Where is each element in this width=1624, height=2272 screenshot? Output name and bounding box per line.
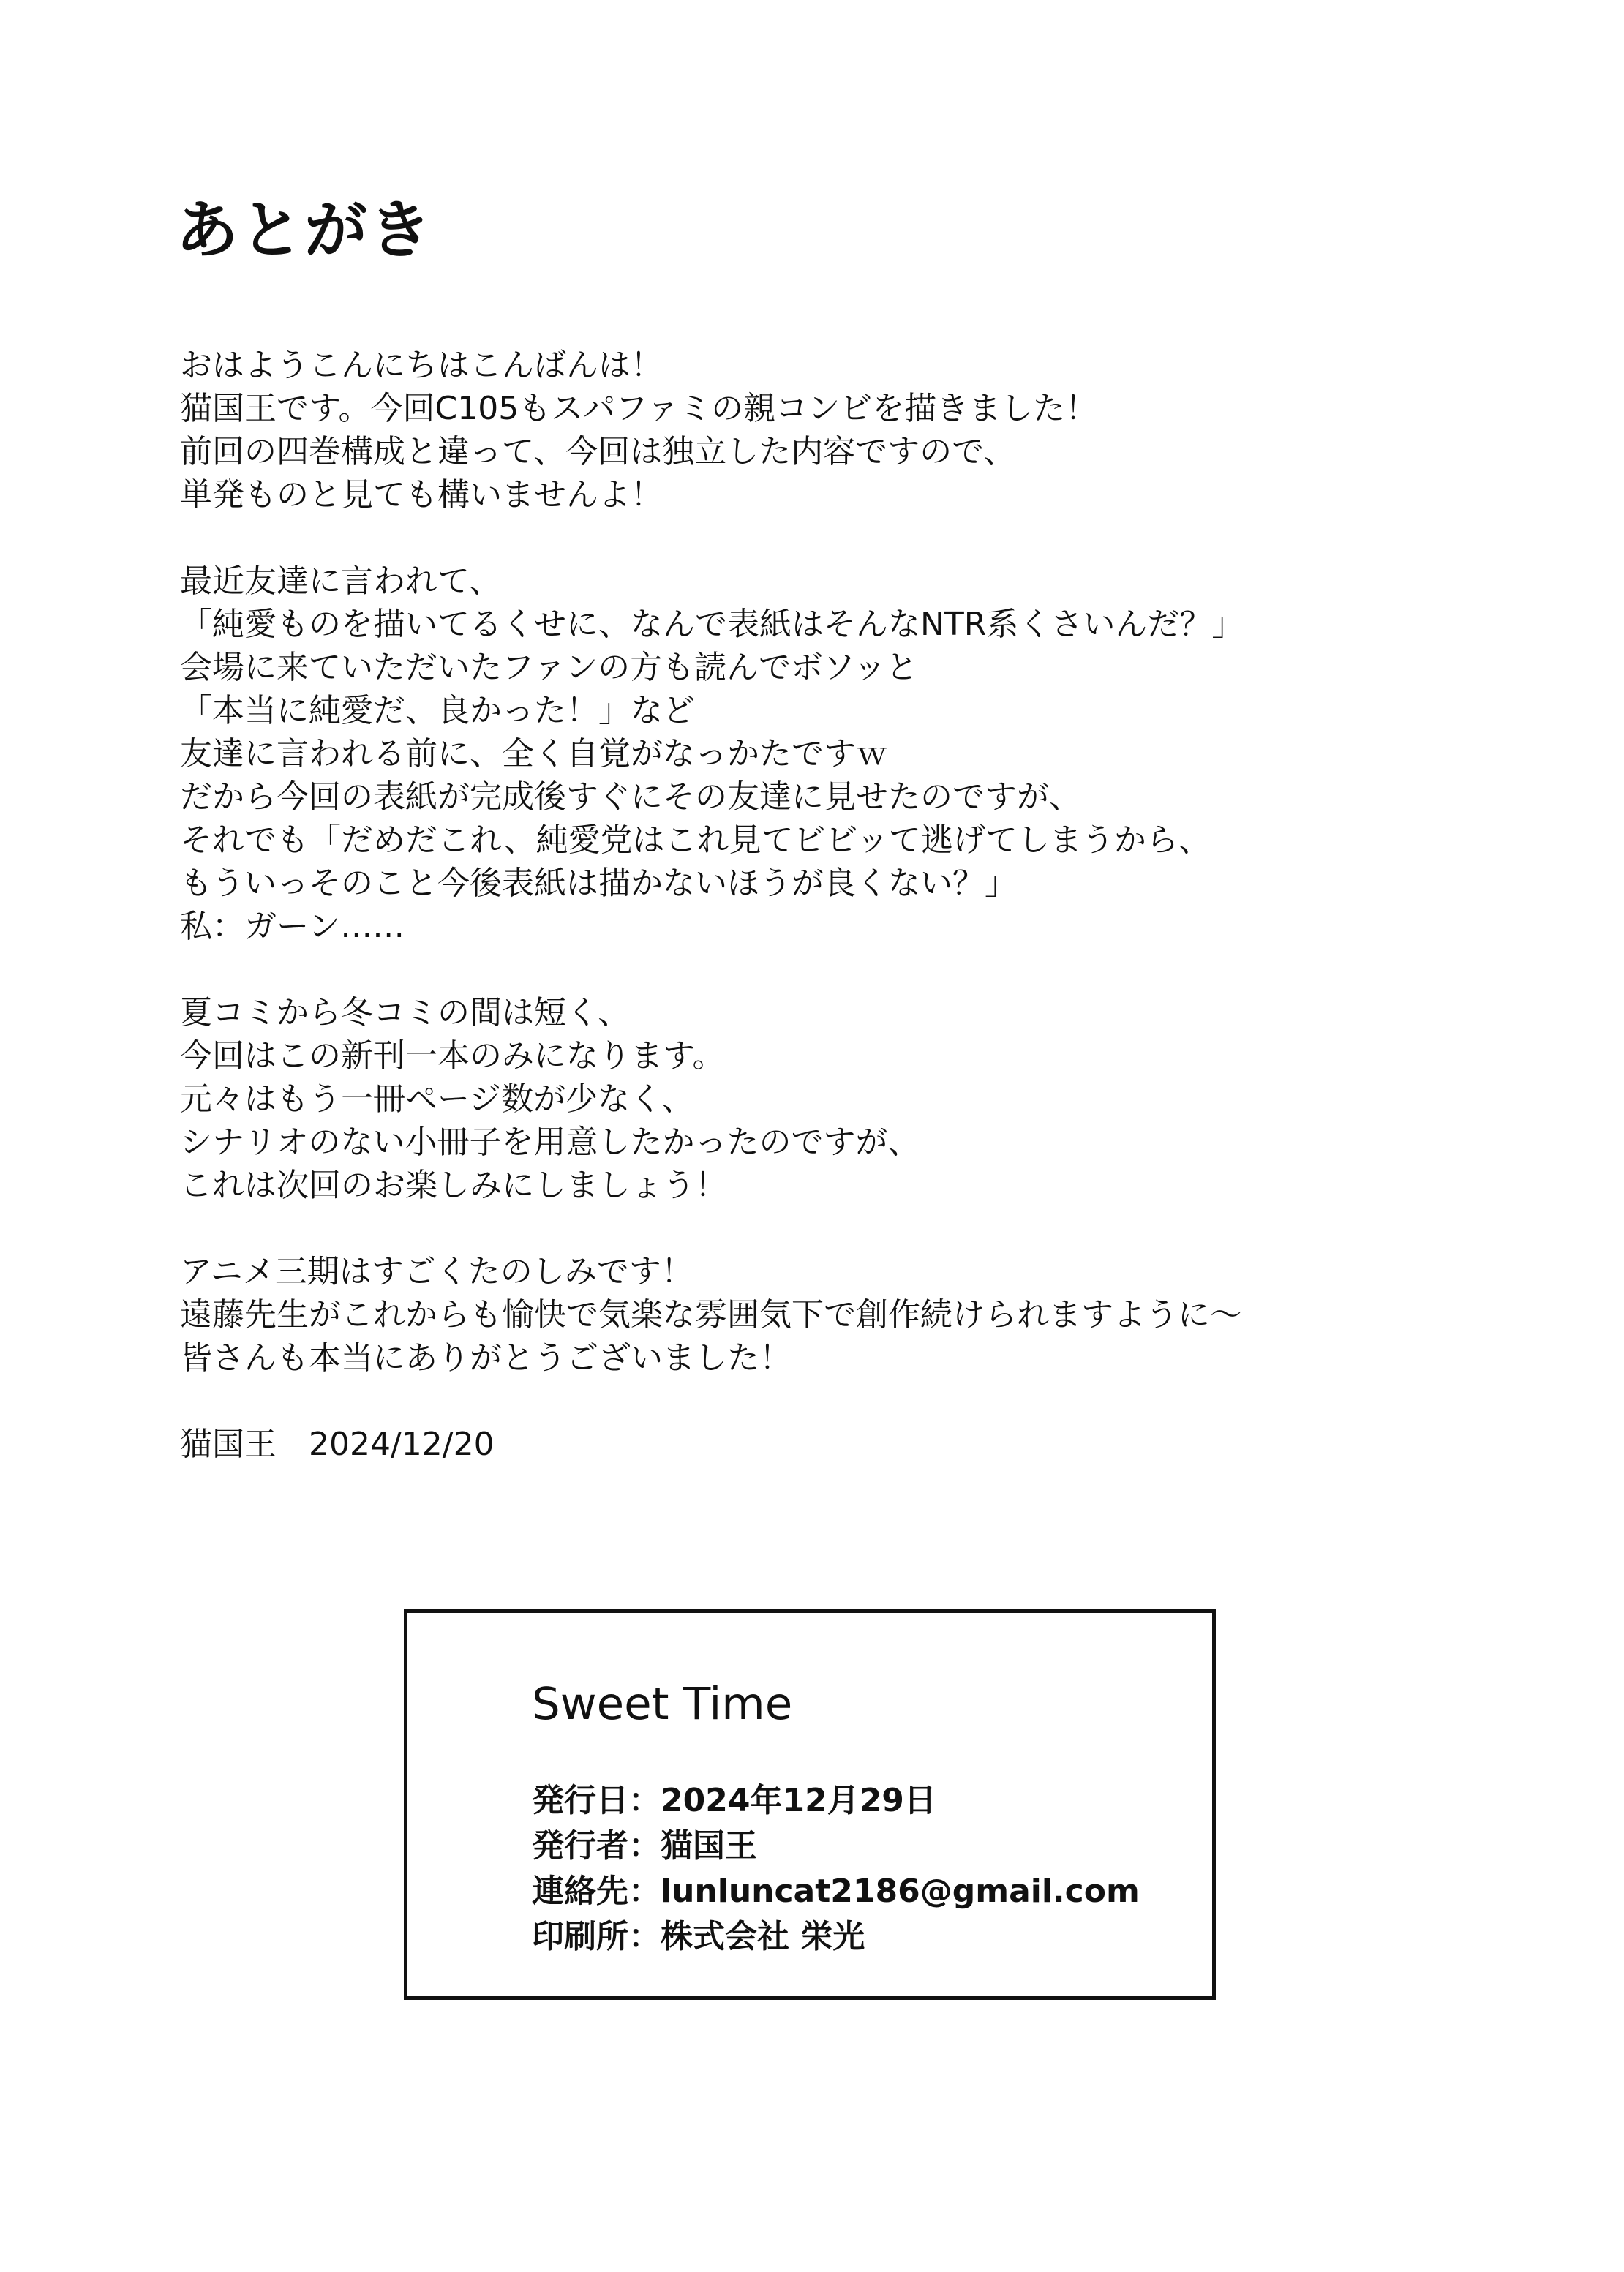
printer-value: 株式会社 栄光	[661, 1918, 865, 1955]
contact-row	[532, 1869, 1140, 1914]
afterword-heading: あとがき	[176, 194, 433, 267]
colophon-details	[532, 1778, 1140, 1960]
text-line: 最近友達に言われて、	[180, 563, 502, 600]
text-line: もういっそのこと今後表紙は描かないほうが良くない？」	[180, 865, 1017, 902]
publisher-row	[532, 1824, 1140, 1869]
publish-date-value: 2024年12月29日	[661, 1782, 936, 1819]
text-line: 夏コミから冬コミの間は短く、	[180, 994, 631, 1031]
text-line: 遠藤先生がこれからも愉快で気楽な雰囲気下で創作続けられますように〜	[180, 1296, 1242, 1334]
text-line: 会場に来ていただいたファンの方も読んでボソッと	[180, 649, 918, 686]
text-line: 前回の四巻構成と違って、今回は独立した内容ですので、	[180, 433, 1016, 470]
text-line: 私：ガーン……	[180, 908, 405, 945]
text-line: 単発ものと見ても構いませんよ！	[180, 476, 663, 514]
text-line: 元々はもう一冊ページ数が少なく、	[180, 1080, 694, 1118]
contact-email: lunluncat2186@gmail.com	[661, 1873, 1140, 1910]
text-line: 友達に言われる前に、全く自覚がなっかたですｗ	[180, 735, 888, 772]
paragraph-thanks	[180, 1250, 1497, 1380]
text-line: おはようこんにちはこんばんは！	[180, 347, 663, 384]
text-line: 今回はこの新刊一本のみになります。	[180, 1037, 725, 1075]
paragraph-release-note	[180, 991, 1497, 1207]
publisher-value: 猫国王	[661, 1827, 757, 1865]
publisher-label: 発行者：	[532, 1827, 661, 1865]
text-line: アニメ三期はすごくたのしみです！	[180, 1253, 693, 1290]
text-line: シナリオのない小冊子を用意したかったのですが、	[180, 1124, 920, 1161]
publish-date-row	[532, 1778, 1140, 1824]
text-line: 皆さんも本当にありがとうございました！	[180, 1339, 792, 1377]
book-title: Sweet Time	[532, 1678, 793, 1730]
text-line: 「本当に純愛だ、良かった！」など	[180, 692, 695, 729]
afterword-body	[180, 344, 1497, 1466]
text-line: 猫国王です。今回C105もスパファミの親コンビを描きました！	[180, 390, 1098, 427]
colophon-box	[404, 1609, 1216, 2000]
paragraph-cover-story	[180, 560, 1497, 948]
text-line: 「純愛ものを描いてるくせに、なんで表紙はそんなNTR系くさいんだ？」	[180, 606, 1244, 643]
text-line: だから今回の表紙が完成後すぐにその友達に見せたのですが、	[180, 778, 1081, 816]
signature-line: 猫国王 2024/12/20	[180, 1426, 495, 1463]
publish-date-label: 発行日：	[532, 1782, 661, 1819]
text-line: これは次回のお楽しみにしましょう！	[180, 1167, 727, 1204]
text-line: それでも「だめだこれ、純愛党はこれ見てビビッて逃げてしまうから、	[180, 821, 1211, 859]
paragraph-greeting	[180, 344, 1497, 516]
printer-label: 印刷所：	[532, 1918, 661, 1955]
printer-row	[532, 1914, 1140, 1960]
contact-label: 連絡先：	[532, 1873, 661, 1910]
